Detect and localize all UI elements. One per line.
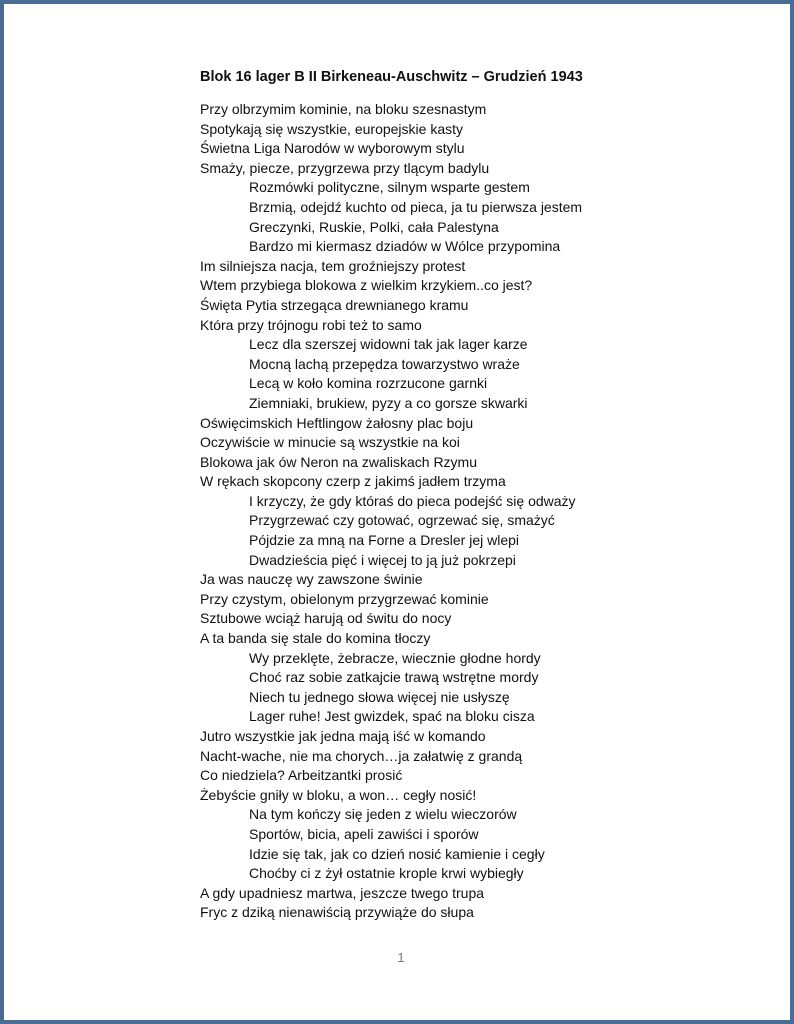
poem-line: Blokowa jak ów Neron na zwaliskach Rzymu bbox=[200, 453, 477, 470]
poem-line: Smaży, piecze, przygrzewa przy tlącym badylu bbox=[200, 159, 490, 176]
poem-line: Jutro wszystkie jak jedna mają iść w komando bbox=[200, 728, 486, 744]
poem-line: Niech tu jednego słowa więcej nie usłyszę bbox=[249, 688, 510, 705]
poem-line: Żebyście gniły w bloku, a won… cegły nosić! bbox=[200, 786, 477, 803]
poem-line: Nacht-wache, nie ma chorych…ja załatwię z grandą bbox=[200, 747, 523, 764]
poem-line: Wy przeklęte, żebracze, wiecznie głodne hordy bbox=[249, 649, 541, 666]
poem-text bbox=[200, 100, 760, 923]
poem-line: A gdy upadniesz martwa, jeszcze twego trupa bbox=[200, 884, 485, 901]
poem-line: Pójdzie za mną na Forne a Dresler jej wlepi bbox=[249, 532, 520, 549]
poem-line: Przygrzewać czy gotować, ogrzewać się, smażyć bbox=[249, 512, 555, 529]
poem-line: Idzie się tak, jak co dzień nosić kamienie i cegły bbox=[249, 845, 545, 862]
poem-line: Na tym kończy się jeden z wielu wieczorów bbox=[249, 806, 517, 823]
poem-line: Przy olbrzymim kominie, na bloku szesnastym bbox=[200, 101, 487, 117]
poem-line: Mocną lachą przepędza towarzystwo wraże bbox=[249, 355, 520, 372]
poem-line: Która przy trójnogu robi też to samo bbox=[200, 316, 422, 333]
poem-line: Oczywiście w minucie są wszystkie na koi bbox=[200, 434, 460, 451]
poem-line: Przy czystym, obielonym przygrzewać kominie bbox=[200, 590, 489, 607]
poem-line: Wtem przybiega blokowa z wielkim krzykiem..co jest? bbox=[200, 277, 533, 294]
poem-line: Ja was nauczę wy zawszone świnie bbox=[200, 571, 423, 588]
poem-line: Brzmią, odejdź kuchto od pieca, ja tu pierwsza jestem bbox=[249, 198, 583, 215]
poem-line: Lecz dla szerszej widowni tak jak lager karze bbox=[249, 336, 528, 353]
poem-line: Rozmówki polityczne, silnym wsparte gestem bbox=[249, 179, 530, 196]
poem-line: Oświęcimskich Heftlingow żałosny plac boju bbox=[200, 414, 474, 431]
poem-line: Choć raz sobie zatkajcie trawą wstrętne mordy bbox=[249, 669, 539, 686]
poem-line: Greczynki, Ruskie, Polki, cała Palestyna bbox=[249, 218, 499, 235]
poem-line: Spotykają się wszystkie, europejskie kasty bbox=[200, 120, 463, 137]
poem-line: Ziemniaki, brukiew, pyzy a co gorsze skwarki bbox=[249, 394, 528, 411]
page-number: 1 bbox=[397, 950, 405, 965]
poem-line: W rękach skopcony czerp z jakimś jadłem trzyma bbox=[200, 473, 506, 490]
poem-line: Dwadzieścia pięć i więcej to ją już pokrzepi bbox=[249, 551, 516, 568]
poem-line: Co niedziela? Arbeitzantki prosić bbox=[200, 767, 403, 784]
poem-line: I krzyczy, że gdy któraś do pieca podejść się odważy bbox=[249, 492, 576, 509]
poem-line: Fryc z dziką nienawiścią przywiąże do słupa bbox=[200, 904, 474, 921]
poem-line: Świetna Liga Narodów w wyborowym stylu bbox=[200, 140, 465, 157]
poem-line: Im silniejsza nacja, tem groźniejszy protest bbox=[200, 257, 466, 274]
poem-line: A ta banda się stale do komina tłoczy bbox=[200, 630, 431, 647]
document-title: Blok 16 lager B II Birkeneau-Auschwitz – Grudzień 1943 bbox=[200, 69, 583, 85]
poem-line: Lecą w koło komina rozrzucone garnki bbox=[249, 375, 488, 392]
poem-line: Sportów, bicia, apeli zawiści i sporów bbox=[249, 825, 479, 842]
poem-line: Bardzo mi kiermasz dziadów w Wólce przypomina bbox=[249, 238, 561, 255]
poem-line: Choćby ci z żył ostatnie krople krwi wybiegły bbox=[249, 865, 524, 882]
poem-line: Lager ruhe! Jest gwizdek, spać na bloku cisza bbox=[249, 708, 535, 725]
poem-line: Sztubowe wciąż harują od świtu do nocy bbox=[200, 610, 452, 627]
document-body bbox=[200, 67, 760, 923]
poem-line: Święta Pytia strzegąca drewnianego kramu bbox=[200, 296, 469, 313]
